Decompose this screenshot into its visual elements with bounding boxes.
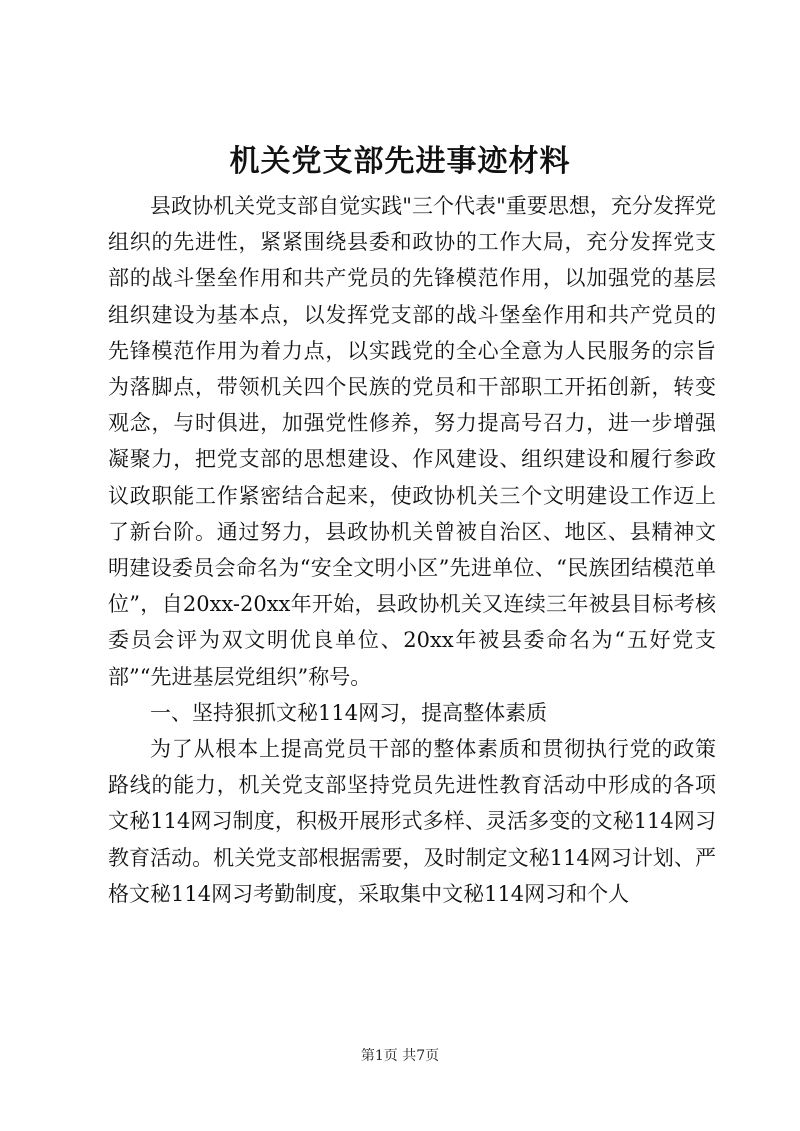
page-number-footer: 第1页 共7页 bbox=[360, 1048, 440, 1064]
body-paragraph-section-1: 为了从根本上提高党员干部的整体素质和贯彻执行党的政策路线的能力，机关党支部坚持党员先进性教育活动中形成的各项文秘114网习制度，积极开展形式多样、灵活多变的文秘114网习教育活动。机关党支部根据需要，及时制定文秘114网习计划、严格文秘114网习考勤制度，采取集中文秘114网习和个人 bbox=[108, 737, 716, 906]
section-heading-1: 一、坚持狠抓文秘114网习，提高整体素质 bbox=[150, 700, 548, 725]
document-body bbox=[108, 188, 716, 912]
body-paragraph-intro: 县政协机关党支部自觉实践"三个代表"重要思想，充分发挥党组织的先进性，紧紧围绕县委和政协的工作大局，充分发挥党支部的战斗堡垒作用和共产党员的先锋模范作用，以加强党的基层组织建设为基本点，以发挥党支部的战斗堡垒作用和共产党员的先锋模范作用为着力点，以实践党的全心全意为人民服务的宗旨为落脚点，带领机关四个民族的党员和干部职工开拓创新，转变观念，与时俱进，加强党性修养，努力提高号召力，进一步增强凝聚力，把党支部的思想建设、作风建设、组织建设和履行参政议政职能工作紧密结合起来，使政协机关三个文明建设工作迈上了新台阶。通过努力，县政协机关曾被自治区、地区、县精神文明建设委员会命名为“安全文明小区”先进单位、“民族团结模范单位”，自20xx-20xx年开始，县政协机关又连续三年被县目标考核委员会评为双文明优良单位、20xx年被县委命名为“五好党支部”“先进基层党组织”称号。 bbox=[108, 194, 716, 689]
document-title: 机关党支部先进事迹材料 bbox=[229, 144, 571, 179]
